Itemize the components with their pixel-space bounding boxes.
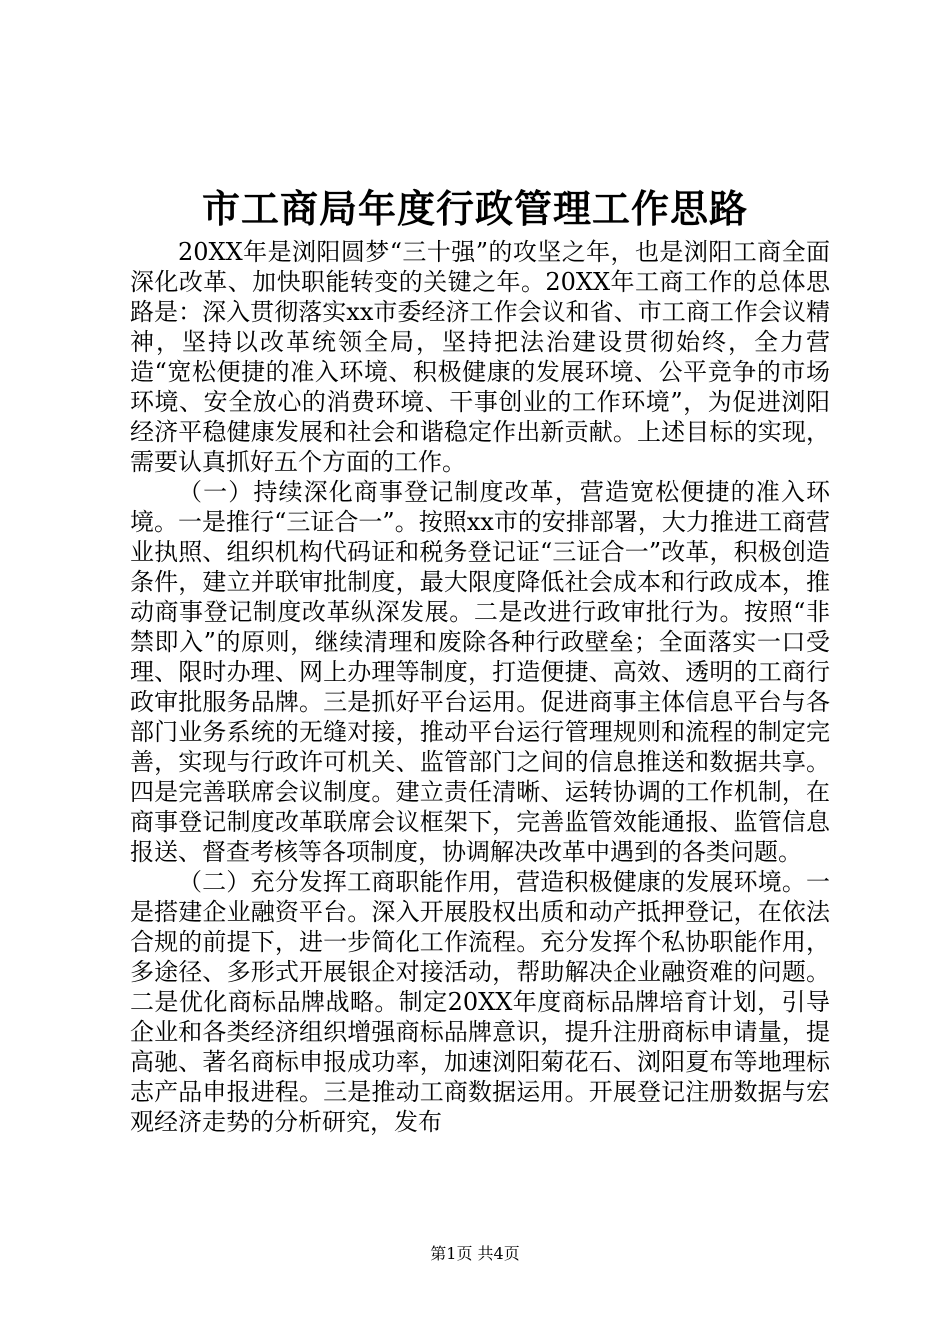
document-title: 市工商局年度行政管理工作思路	[201, 186, 748, 231]
paragraph-section-2: （二）充分发挥工商职能作用，营造积极健康的发展环境。一是搭建企业融资平台。深入开展股权出质和动产抵押登记，在依法合规的前提下，进一步简化工作流程。充分发挥个私协职能作用，多途径、多形式开展银企对接活动，帮助解决企业融资难的问题。二是优化商标品牌战略。制定20XX年度商标品牌培育计划，引导企业和各类经济组织增强商标品牌意识，提升注册商标申请量，提高驰、著名商标申报成功率，加速浏阳菊花石、浏阳夏布等地理标志产品申报进程。三是推动工商数据运用。开展登记注册数据与宏观经济走势的分析研究，发布	[130, 868, 830, 1136]
page-number-footer: 第1页 共4页	[430, 1244, 520, 1263]
paragraph-section-1: （一）持续深化商事登记制度改革，营造宽松便捷的准入环境。一是推行“三证合一”。按照xx市的安排部署，大力推进工商营业执照、组织机构代码证和税务登记证“三证合一”改革，积极创造条件，建立并联审批制度，最大限度降低社会成本和行政成本，推动商事登记制度改革纵深发展。二是改进行政审批行为。按照“非禁即入”的原则，继续清理和废除各种行政壁垒；全面落实一口受理、限时办理、网上办理等制度，打造便捷、高效、透明的工商行政审批服务品牌。三是抓好平台运用。促进商事主体信息平台与各部门业务系统的无缝对接，推动平台运行管理规则和流程的制定完善，实现与行政许可机关、监管部门之间的信息推送和数据共享。四是完善联席会议制度。建立责任清晰、运转协调的工作机制，在商事登记制度改革联席会议框架下，完善监管效能通报、监管信息报送、督查考核等各项制度，协调解决改革中遇到的各类问题。	[130, 478, 830, 866]
document-body	[130, 237, 830, 1137]
paragraph-intro: 20XX年是浏阳圆梦“三十强”的攻坚之年，也是浏阳工商全面深化改革、加快职能转变的关键之年。20XX年工商工作的总体思路是：深入贯彻落实xx市委经济工作会议和省、市工商工作会议精神，坚持以改革统领全局，坚持把法治建设贯彻始终，全力营造“宽松便捷的准入环境、积极健康的发展环境、公平竞争的市场环境、安全放心的消费环境、干事创业的工作环境”，为促进浏阳经济平稳健康发展和社会和谐稳定作出新贡献。上述目标的实现，需要认真抓好五个方面的工作。	[130, 238, 830, 476]
